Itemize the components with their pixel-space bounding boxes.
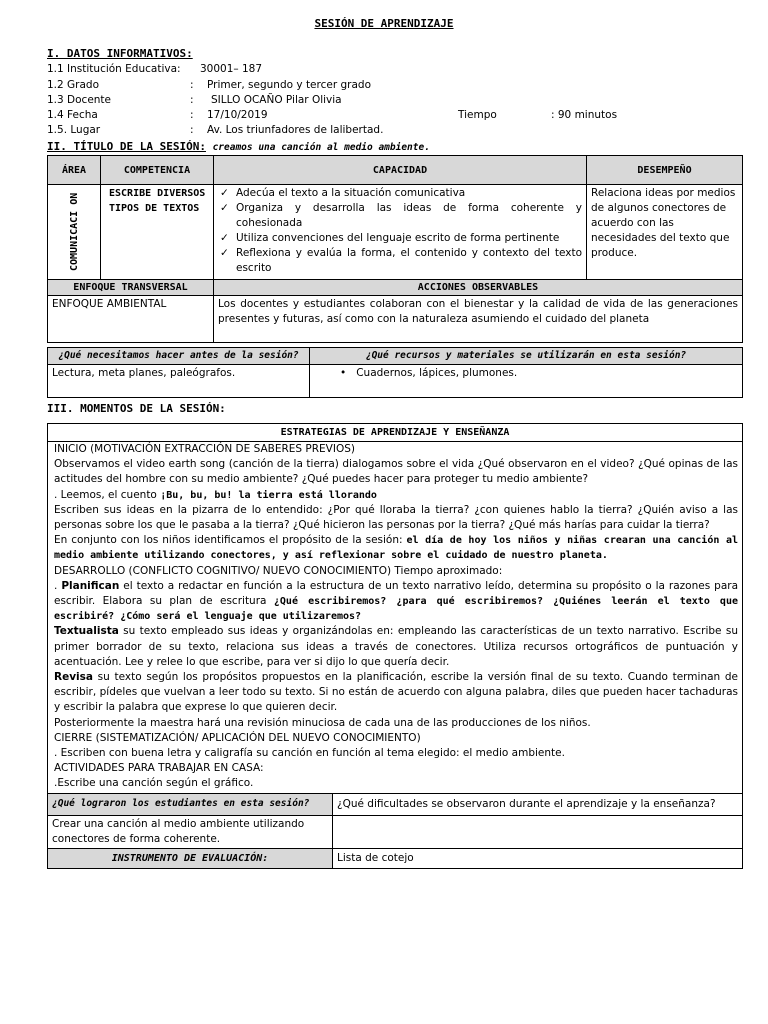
- info-value: Av. Los triunfadores de lalibertad.: [207, 124, 384, 136]
- header-antes-sesion: ¿Qué necesitamos hacer antes de la sesión?: [48, 348, 310, 365]
- session-plan-table: [47, 155, 743, 343]
- header-capacidad: CAPACIDAD: [214, 156, 587, 185]
- info-colon: :: [190, 124, 194, 136]
- check-icon: ✓: [220, 187, 229, 199]
- info-value: 17/10/2019: [207, 109, 268, 121]
- desempeno-cell: Relaciona ideas por medios de algunos conectores de acuerdo con las necesidades del texto que produce.: [587, 185, 743, 280]
- section-datos-informativos: I. DATOS INFORMATIVOS:: [47, 47, 193, 60]
- strategies-table: [47, 423, 743, 869]
- session-title: creamos una canción al medio ambiente.: [212, 142, 430, 153]
- section-titulo-label: II. TÍTULO DE LA SESIÓN:: [47, 140, 206, 153]
- header-desempeno: DESEMPEÑO: [587, 156, 743, 185]
- capacidad-item: ✓ Utiliza convenciones del lenguaje escrito de forma pertinente: [220, 232, 560, 244]
- document-title: SESIÓN DE APRENDIZAJE: [314, 17, 454, 30]
- header-area: ÁREA: [48, 156, 101, 185]
- dificultades-cell: [333, 815, 743, 848]
- section-momentos: III. MOMENTOS DE LA SESIÓN:: [47, 402, 226, 415]
- header-enfoque: ENFOQUE TRANSVERSAL: [48, 280, 214, 296]
- inicio-heading: INICIO (MOTIVACIÓN EXTRACCIÓN DE SABERES PREVIOS): [54, 443, 355, 455]
- check-icon: ✓: [220, 247, 229, 259]
- strategy-paragraph: . Planifican el texto a redactar en función a la estructura de un texto narrativo leído, determina su propósito o la razones para escribir. Elabora su plan de escritura ¿Qué escribiremos? ¿para qué escribiremos? ¿Quiénes leerán el texto que escribiré? ¿Cómo será el lenguaje que utilizaremos?: [54, 579, 738, 623]
- strategy-paragraph: Posteriormente la maestra hará una revisión minuciosa de cada una de las producciones de los niños.: [54, 716, 591, 729]
- info-value: SILLO OCAÑO Pilar Olivia: [211, 94, 342, 106]
- header-dificultades: ¿Qué dificultades se observaron durante el aprendizaje y la enseñanza?: [333, 793, 743, 815]
- header-logros: ¿Qué lograron los estudiantes en esta sesión?: [48, 793, 333, 815]
- preparation-table: [47, 347, 743, 398]
- instrumento-cell: Lista de cotejo: [333, 848, 743, 868]
- section-titulo: [47, 140, 430, 153]
- strategy-paragraph: Observamos el video earth song (canción de la tierra) dialogamos sobre el vida ¿Qué observaron en el video? ¿Qué opinas de las actitudes del hombre con su medio ambiente? ¿Qué puedes hacer para proteger tu medio ambiente?: [54, 458, 738, 486]
- strategies-cell: [48, 442, 743, 794]
- recursos-text: Cuadernos, lápices, plumones.: [356, 367, 518, 379]
- area-cell: [48, 185, 101, 280]
- capacidad-cell: [214, 185, 587, 280]
- strategy-paragraph: . Leemos, el cuento ¡Bu, bu, bu! la tierra está llorando: [54, 488, 377, 501]
- antes-sesion-cell: Lectura, meta planes, paleógrafos.: [48, 365, 310, 398]
- info-tiempo-label: Tiempo: [458, 109, 497, 121]
- desarrollo-heading: DESARROLLO (CONFLICTO COGNITIVO/ NUEVO CONOCIMIENTO) Tiempo aproximado:: [54, 564, 503, 577]
- strategy-paragraph: Revisa su texto según los propósitos propuestos en la planificación, escribe la versión final de su texto. Cuando terminan de escribir, pídeles que vuelvan a leer todo su texto. Si no están de acuerdo con alguna palabra, diles que pueden hacer tachaduras y escribir la palabra que exprese lo que quieren decir.: [54, 671, 738, 714]
- acciones-cell: Los docentes y estudiantes colaboran con el bienestar y la calidad de vida de las generaciones presentes y futuras, así como con la naturaleza asumiendo el cuidado del planeta: [214, 296, 743, 343]
- strategy-paragraph: En conjunto con los niños identificamos el propósito de la sesión: el día de hoy los niños y niñas crearan una canción al medio ambiente utilizando conectores, y así reflexionar sobre el cuidado de nuestro planeta.: [54, 534, 738, 562]
- check-icon: ✓: [220, 232, 229, 244]
- logros-cell: Crear una canción al medio ambiente utilizando conectores de forma coherente.: [48, 815, 333, 848]
- info-label: 1.2 Grado: [47, 79, 100, 91]
- info-label: 1.4 Fecha: [47, 109, 98, 121]
- strategy-paragraph: Escriben sus ideas en la pizarra de lo entendido: ¿Por qué lloraba la tierra? ¿con quienes hablo la tierra? ¿Quién aviso a las personas sobre los que le pasaba a la tierra? ¿Qué hicieron las personas por la tierra? ¿Qué más harías para cuidar la tierra?: [54, 503, 738, 532]
- capacidad-item: ✓ Adecúa el texto a la situación comunicativa: [220, 187, 466, 199]
- check-icon: ✓: [220, 202, 229, 214]
- actividades-heading: ACTIVIDADES PARA TRABAJAR EN CASA:: [54, 762, 264, 775]
- cierre-heading: CIERRE (SISTEMATIZACIÓN/ APLICACIÓN DEL NUEVO CONOCIMIENTO): [54, 731, 421, 744]
- info-value: 30001– 187: [200, 63, 263, 75]
- info-colon: :: [190, 94, 194, 106]
- strategy-paragraph: . Escriben con buena letra y caligrafía su canción en función al tema elegido: el medio ambiente.: [54, 747, 565, 760]
- info-label: 1.5. Lugar: [47, 124, 101, 136]
- competencia-cell: ESCRIBE DIVERSOS TIPOS DE TEXTOS: [101, 185, 214, 280]
- header-competencia: COMPETENCIA: [101, 156, 214, 185]
- capacidad-list: [218, 186, 582, 276]
- enfoque-cell: ENFOQUE AMBIENTAL: [48, 296, 214, 343]
- info-label: 1.3 Docente: [47, 94, 112, 106]
- capacidad-item: ✓ Organiza y desarrolla las ideas de forma coherente y cohesionada: [220, 202, 582, 229]
- capacidad-item: ✓ Reflexiona y evalúa la forma, el contenido y contexto del texto escrito: [220, 247, 582, 274]
- header-acciones: ACCIONES OBSERVABLES: [214, 280, 743, 296]
- strategy-paragraph: Textualista su texto empleado sus ideas y organizándolas en: empleando las características de un texto narrativo. Escribe su primer borrador de su texto, relaciona sus ideas a través de conectores. Utiliza recursos ortográficos de puntuación y acentuación. Lee y relee lo que escribe, para ver si dijo lo que quería decir.: [54, 625, 738, 668]
- info-colon: :: [190, 79, 194, 91]
- info-colon: :: [190, 109, 194, 121]
- strategy-paragraph: .Escribe una canción según el gráfico.: [54, 777, 254, 790]
- area-label: COMUNICACI ON: [68, 192, 80, 272]
- header-estrategias: ESTRATEGIAS DE APRENDIZAJE Y ENSEÑANZA: [48, 424, 743, 442]
- info-value: Primer, segundo y tercer grado: [207, 79, 372, 91]
- header-recursos: ¿Qué recursos y materiales se utilizarán en esta sesión?: [310, 348, 743, 365]
- bullet-icon: •: [340, 367, 347, 379]
- info-label: 1.1 Institución Educativa:: [47, 63, 181, 75]
- header-instrumento: INSTRUMENTO DE EVALUACIÓN:: [48, 848, 333, 868]
- info-tiempo-value: : 90 minutos: [551, 109, 618, 121]
- recursos-cell: [310, 365, 743, 398]
